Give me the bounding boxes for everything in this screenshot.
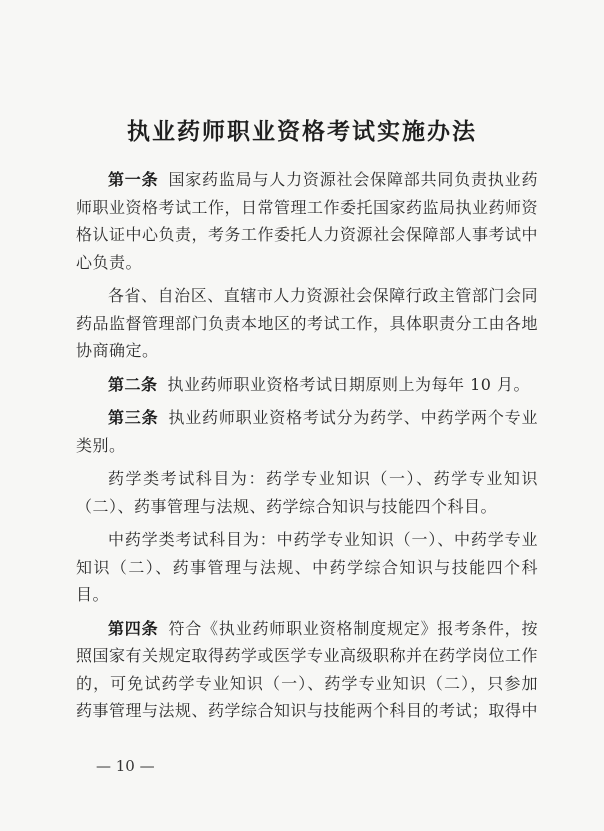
page-title: 执业药师职业资格考试实施办法	[127, 118, 477, 145]
paragraph-pharmacy-subjects	[76, 465, 538, 520]
paragraph-article-2	[76, 371, 538, 399]
paragraph-article-3	[76, 404, 538, 459]
article-label: 第一条	[108, 170, 159, 189]
article-label: 第三条	[108, 408, 159, 427]
page-number: — 10 —	[96, 757, 155, 775]
article-label: 第四条	[108, 618, 159, 638]
paragraph-article-4	[76, 615, 538, 725]
article-label: 第二条	[108, 374, 158, 394]
paragraph-text: 符合《执业药师职业资格制度规定》报考条件，按照国家有关规定取得药学或医学专业高级职称并在药学岗位工作的，可免试药学专业知识（一）、药学专业知识（二），只参加药事管理与法规、药学综合知识与技能两个科目的考试；取得中	[76, 618, 539, 720]
paragraph-text: 药学类考试科目为：药学专业知识（一）、药学专业知识（二）、药事管理与法规、药学综合知识与技能四个科目。	[76, 469, 538, 516]
paragraph-article-1	[76, 166, 538, 276]
paragraph-text: 执业药师职业资格考试日期原则上为每年 10 月。	[167, 374, 531, 394]
paragraph-text: 执业药师职业资格考试分为药学、中药学两个专业类别。	[76, 408, 538, 455]
paragraph-text: 中药学类考试科目为：中药学专业知识（一）、中药学专业知识（二）、药事管理与法规、中药学综合知识与技能四个科目。	[76, 530, 538, 604]
document-body	[76, 166, 538, 731]
paragraph-text: 各省、自治区、直辖市人力资源社会保障行政主管部门会同药品监督管理部门负责本地区的考试工作，具体职责分工由各地协商确定。	[76, 286, 539, 360]
paragraph-article-1-cont	[76, 282, 538, 365]
paragraph-text: 国家药监局与人力资源社会保障部共同负责执业药师职业资格考试工作，日常管理工作委托国家药监局执业药师资格认证中心负责，考务工作委托人力资源社会保障部人事考试中心负责。	[76, 170, 539, 272]
paragraph-tcm-subjects	[76, 526, 538, 609]
